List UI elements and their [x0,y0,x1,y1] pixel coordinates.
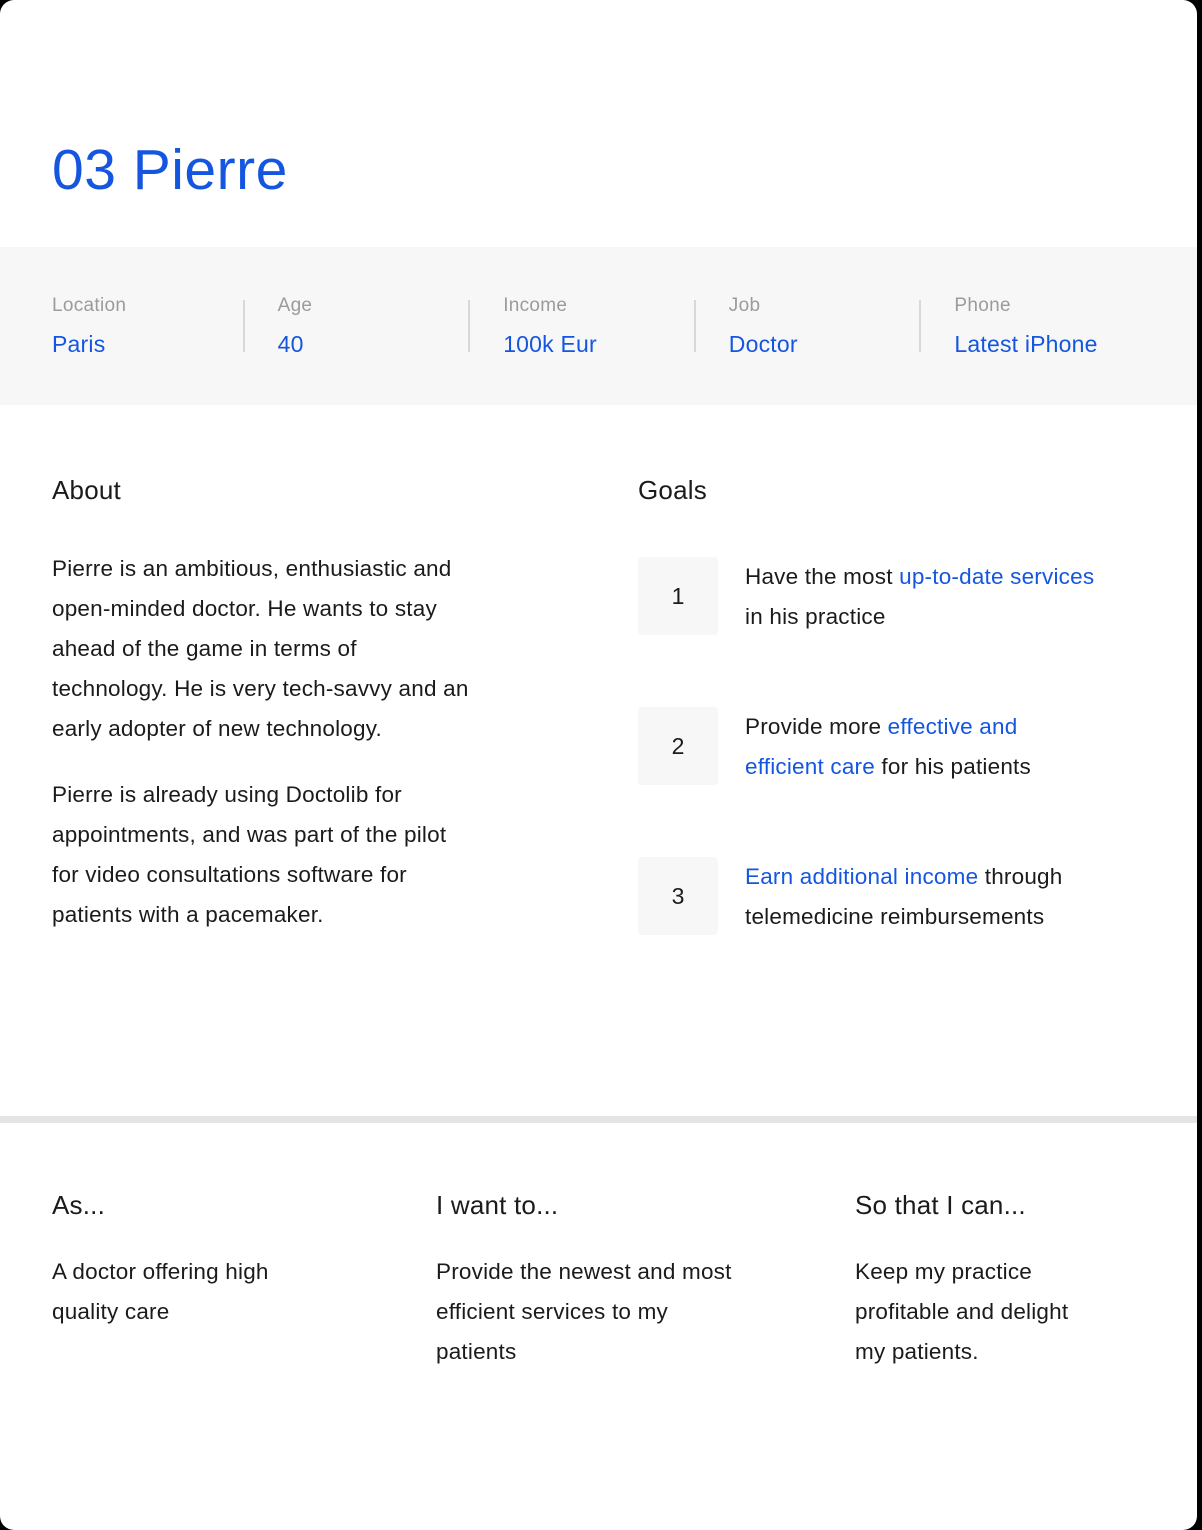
story-column-so-that [855,1188,1155,1372]
about-paragraph [52,549,560,749]
story-heading: So that I can... [855,1190,1026,1220]
goal-text-plain: in his practice [745,604,886,629]
goal-text-highlight: up-to-date services [899,564,1095,589]
goal-line [745,747,1031,787]
story-section [0,1123,1197,1372]
story-line: Keep my practice [855,1259,1033,1284]
about-line: open-minded doctor. He wants to stay [52,596,437,621]
about-paragraph [52,775,560,935]
goal-item-3 [638,857,1145,937]
goal-number-box [638,707,718,785]
main-content [0,473,1197,937]
goal-text-plain: through [978,864,1063,889]
stats-bar [0,247,1197,405]
story-heading: I want to... [436,1190,559,1220]
stat-divider [919,300,921,352]
story-body [436,1252,766,1372]
about-line: ahead of the game in terms of [52,636,357,661]
goal-item-1 [638,557,1145,637]
story-column-want [436,1188,766,1372]
about-heading: About [52,475,121,505]
goal-text [745,857,1062,937]
goal-text-plain: Have the most [745,564,900,589]
goals-heading: Goals [638,475,707,505]
story-line: patients [436,1339,517,1364]
about-line: for video consultations software for [52,862,407,887]
goal-number-box [638,557,718,635]
stat-value: 40 [277,330,304,357]
goal-text [745,557,1094,637]
story-line: my patients. [855,1339,979,1364]
stat-label: Job [728,294,761,316]
story-column-as [52,1188,382,1372]
goal-line [745,597,1094,637]
stat-value: 100k Eur [503,330,597,357]
stat-label: Age [277,294,313,316]
stat-value: Paris [52,330,106,357]
goal-item-2 [638,707,1145,787]
goal-number: 3 [671,882,685,909]
goal-line [745,557,1094,597]
about-line: Pierre is an ambitious, enthusiastic and [52,556,452,581]
goals-list [638,557,1145,937]
story-line: efficient services to my [436,1299,668,1324]
goal-text-plain: for his patients [874,754,1031,779]
goal-text-highlight: efficient care [745,754,875,779]
story-line: Provide the newest and most [436,1259,732,1284]
goal-text [745,707,1031,787]
section-divider [0,1116,1197,1123]
stat-age [278,295,469,358]
goal-line [745,707,1031,747]
stat-income [503,295,694,358]
stat-label: Income [503,294,568,316]
goal-number: 1 [671,582,685,609]
story-line: quality care [52,1299,170,1324]
story-heading: As... [52,1190,106,1220]
persona-title: 03 Pierre [52,138,288,202]
stat-label: Phone [954,294,1011,316]
stat-job [729,295,920,358]
about-section [52,473,560,937]
stat-location [52,295,243,358]
about-line: Pierre is already using Doctolib for [52,782,402,807]
story-line: A doctor offering high [52,1259,269,1284]
story-line: profitable and delight [855,1299,1069,1324]
goal-text-plain: telemedicine reimbursements [745,904,1045,929]
goals-section [638,473,1145,937]
goal-number: 2 [671,732,685,759]
stat-value: Latest iPhone [954,330,1098,357]
about-line: technology. He is very tech-savvy and an [52,676,469,701]
about-line: patients with a pacemaker. [52,902,324,927]
stat-divider [468,300,470,352]
stat-label: Location [52,294,127,316]
about-line: appointments, and was part of the pilot [52,822,447,847]
goal-number-box [638,857,718,935]
goal-line [745,857,1062,897]
stat-value: Doctor [728,330,798,357]
stat-divider [243,300,245,352]
story-body [855,1252,1155,1372]
stat-divider [694,300,696,352]
story-body [52,1252,382,1332]
goal-text-highlight: Earn additional income [745,864,979,889]
goal-line [745,897,1062,937]
goal-text-plain: Provide more [745,714,888,739]
stat-phone [954,295,1145,358]
goal-text-highlight: effective and [887,714,1018,739]
about-line: early adopter of new technology. [52,716,382,741]
